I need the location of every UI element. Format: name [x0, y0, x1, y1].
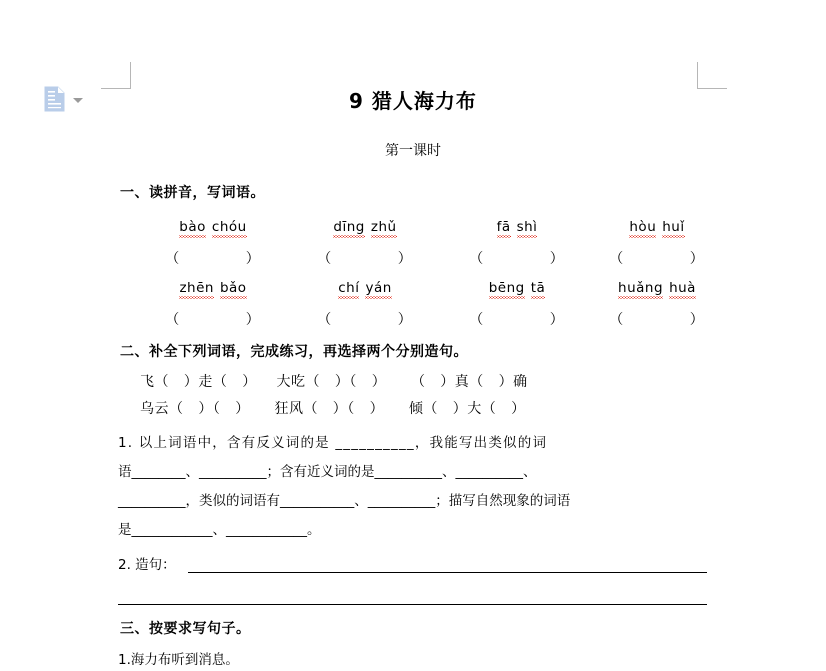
section-heading-3: 三、按要求写句子。	[120, 621, 251, 637]
question-1-line-1: 1. 以上词语中，含有反义词的是 __________，我能写出类似的词	[118, 435, 548, 451]
page-subtitle: 第一课时	[385, 143, 441, 159]
pinyin-syllable: shì	[516, 219, 538, 235]
section-heading-2: 二、补全下列词语，完成练习，再选择两个分别造句。	[120, 344, 468, 360]
answer-blank: （ ）	[609, 312, 705, 328]
pinyin-syllable: tā	[530, 280, 546, 296]
answer-blank: （ ）	[469, 312, 565, 328]
pinyin-cell	[148, 216, 278, 268]
section-heading-1: 一、读拼音，写词语。	[120, 185, 265, 201]
word-completion-row-1: 飞（ ）走（ ） 大吃（ ）（ ） （ ）真（ ）确	[140, 374, 528, 390]
answer-blank: （ ）	[317, 251, 413, 267]
pinyin-text	[486, 280, 549, 299]
pinyin-cell	[452, 216, 582, 268]
pinyin-syllable: zhǔ	[370, 219, 397, 235]
pinyin-text	[176, 219, 249, 238]
pinyin-cell	[592, 216, 722, 268]
pinyin-syllable: bǎo	[219, 280, 247, 296]
question-1-line-4: 是____________、____________。	[118, 522, 321, 538]
answer-rule-line-2	[118, 604, 707, 605]
pinyin-cell	[452, 277, 582, 329]
pinyin-cell	[300, 277, 430, 329]
pinyin-text	[330, 219, 399, 238]
pinyin-syllable: huà	[669, 280, 696, 296]
pinyin-syllable: chí	[338, 280, 360, 296]
pinyin-syllable: huǐ	[662, 219, 685, 235]
pinyin-syllable: huǎng	[618, 280, 664, 296]
answer-rule-line-1	[188, 572, 707, 573]
question-1-line-3: __________，类似的词语有___________、__________；描写自然现象的词语	[118, 493, 571, 509]
document-icon-widget[interactable]	[44, 86, 83, 112]
answer-blank: （ ）	[609, 251, 705, 267]
section-3-sub-question-1: 1.海力布听到消息。	[118, 652, 239, 668]
pinyin-syllable: dīng	[333, 219, 365, 235]
pinyin-cell	[592, 277, 722, 329]
answer-blank: （ ）	[469, 251, 565, 267]
pinyin-text	[176, 280, 249, 299]
pinyin-syllable: chóu	[211, 219, 247, 235]
pinyin-syllable: zhēn	[179, 280, 214, 296]
question-1-line-2: 语________、__________；含有近义词的是__________、__________、	[118, 464, 537, 480]
pinyin-syllable: yán	[365, 280, 392, 296]
answer-blank: （ ）	[165, 312, 261, 328]
pinyin-syllable: bēng	[488, 280, 525, 296]
page-title: 9 猎人海力布	[349, 89, 477, 113]
pinyin-text	[615, 280, 699, 299]
pinyin-cell	[148, 277, 278, 329]
pinyin-text	[335, 280, 395, 299]
answer-blank: （ ）	[165, 251, 261, 267]
pinyin-row-1	[140, 216, 720, 266]
word-completion-row-2: 乌云（ ）（ ） 狂风（ ）（ ） 倾（ ）大（ ）	[140, 401, 526, 417]
pinyin-syllable: fā	[496, 219, 511, 235]
pinyin-syllable: bào	[179, 219, 206, 235]
chevron-down-icon[interactable]	[73, 98, 83, 103]
pinyin-row-2	[140, 277, 720, 327]
pinyin-cell	[300, 216, 430, 268]
document-icon[interactable]	[44, 86, 66, 112]
pinyin-syllable: hòu	[629, 219, 657, 235]
pinyin-text	[494, 219, 541, 238]
question-2-label: 2. 造句：	[118, 557, 176, 573]
answer-blank: （ ）	[317, 312, 413, 328]
pinyin-text	[626, 219, 687, 238]
